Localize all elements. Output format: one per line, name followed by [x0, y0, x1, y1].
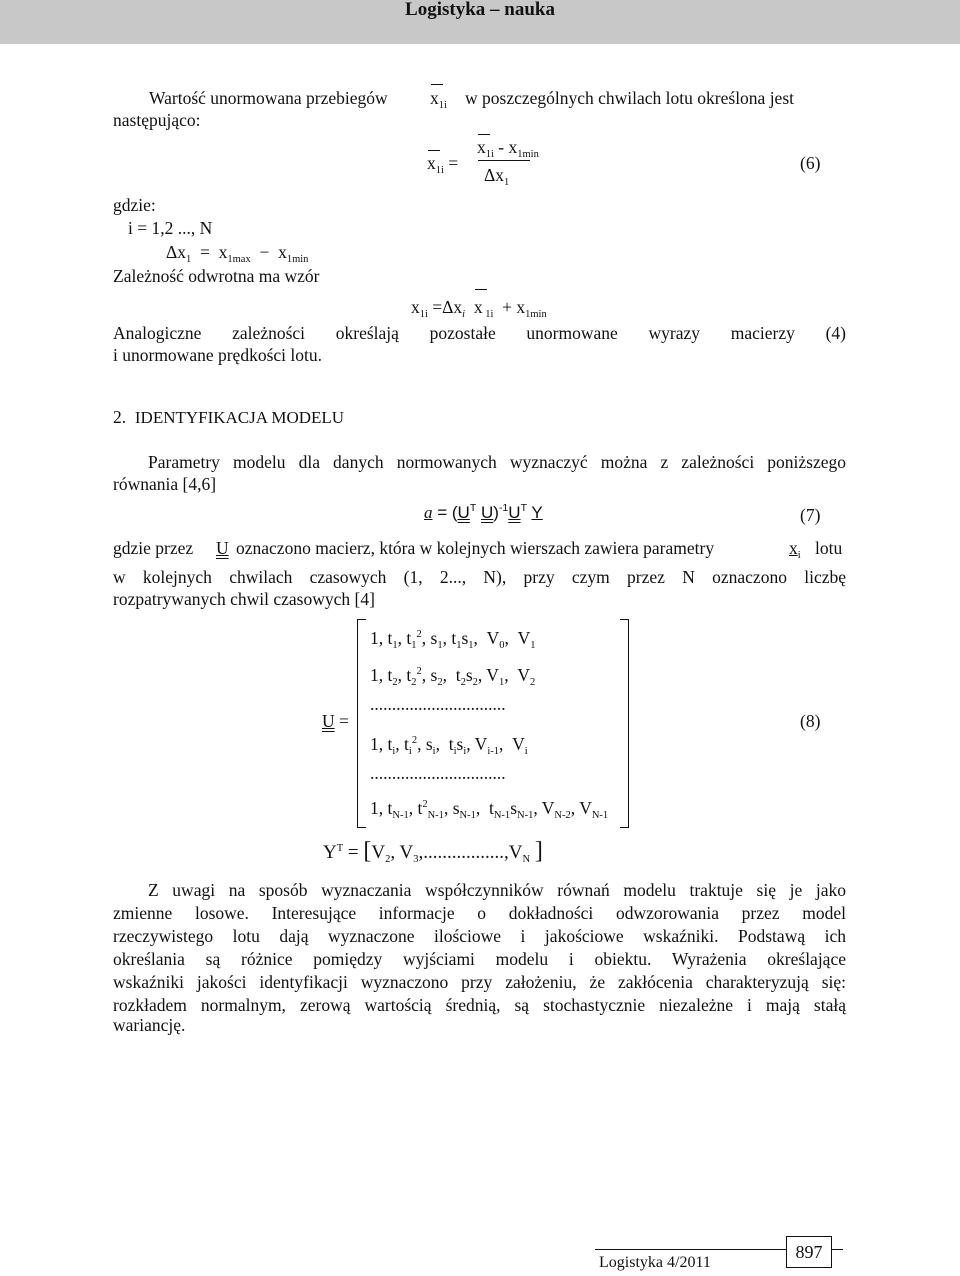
para1-line2: następująco:: [113, 110, 201, 130]
conclusion-last: wariancję.: [113, 1015, 186, 1035]
header-title: Logistyka – nauka: [405, 0, 555, 20]
u-line3: rozpatrywanych chwil czasowych [4]: [113, 589, 375, 609]
page-number: 897: [786, 1236, 832, 1268]
conclusion-line-1: Z uwagi na sposób wyznaczania współczynników równań modelu traktuje się je jako: [148, 880, 846, 900]
delta-definition: $\Delta x_1 = x_{1max} - x_{1min}$: [166, 242, 309, 265]
matrix-row-1: 1, $t_1$, $t_1^2$, $s_1$, $t_1s_1$, $V_0$, $V_1$: [370, 628, 536, 651]
u-line1c: lotu: [815, 538, 843, 558]
where-label: gdzie:: [113, 195, 156, 215]
eq6-fraction-bar: [478, 160, 530, 161]
footer-journal: Logistyka 4/2011: [599, 1254, 711, 1271]
yt-vector: $Y^T = [V_2$, $V_3,.................,V_N$ ]: [323, 838, 543, 865]
matrix-dots-2: ...............................: [370, 763, 506, 783]
conclusion-line-5: wskaźniki jakości identyfikacji wyznaczono przy założeniu, że zakłócenia charakteryzują się:: [113, 972, 846, 992]
x1i-bar-symbol: $x_{1i}$: [430, 88, 447, 112]
eq7-formula: $a = (U^T$ $U)^{-1}U^T$ Y: [424, 502, 543, 522]
eq8-number: (8): [800, 711, 821, 731]
matrix-row-2: 1, $t_2$, $t_2^2$, $s_2$, $t_2s_2$, $V_1$, $V_2$: [370, 665, 536, 688]
u-line1b: oznaczono macierz, która w kolejnych wierszach zawiera parametry: [236, 538, 715, 558]
matrix-row-n: 1, $t_{N-1}$, $t^2_{N-1}$, $s_{N-1}$, $t_{N-1}s_{N-1}$, $V_{N-2}$, $V_{N-1}$: [370, 798, 609, 821]
para1-lead: Wartość unormowana przebiegów: [149, 88, 388, 108]
matrix-left-bracket: [357, 619, 366, 828]
i-range: i = 1,2 ..., N: [128, 218, 213, 238]
model-line1: Parametry modelu dla danych normowanych wyznaczyć można z zależności poniższego: [148, 452, 846, 472]
section-heading: [113, 407, 344, 428]
analog-line2: i unormowane prędkości lotu.: [113, 345, 322, 365]
conclusion-line-2: zmienne losowe. Interesujące informacje o dokładności odwzorowania przez model: [113, 903, 846, 923]
eq6-lhs: $x_{1i}$ =: [427, 153, 458, 177]
section-number: 2.: [113, 407, 127, 427]
matrix-right-bracket: [620, 619, 629, 828]
eq6-number: (6): [800, 153, 821, 173]
conclusion-line-3: rzeczywistego lotu dają wyznaczone ilościowe i jakościowe wskaźniki. Podstawą ich: [113, 926, 846, 946]
matrix-u-label: U =: [322, 711, 349, 731]
conclusion-line-4: określania są różnice pomiędzy wyjściami modelu i obiektu. Wyrażenia określające: [113, 949, 846, 969]
matrix-dots-1: ...............................: [370, 694, 506, 714]
matrix-row-i: 1, $t_i$, $t_i^2$, $s_i$, $t_is_i$, $V_{i-1}$, $V_i$: [370, 734, 528, 757]
page-header: [0, 0, 960, 44]
eq6-denominator: $\Delta x_1$: [484, 165, 510, 188]
section-title: IDENTYFIKACJA MODELU: [134, 408, 345, 427]
eq7-number: (7): [800, 505, 821, 525]
xi-symbol: $x_i$: [789, 538, 801, 561]
para1-tail: w poszczególnych chwilach lotu określona jest: [465, 88, 794, 108]
inverse-text: Zależność odwrotna ma wzór: [113, 266, 320, 286]
analog-line1: Analogiczne zależności określają pozostałe unormowane wyrazy macierzy (4): [113, 323, 846, 343]
conclusion-line-6: rozkładem normalnym, zerową wartością średnią, są stochastycznie niezależne i mają stałą: [113, 995, 846, 1015]
u-line1a: gdzie przez: [113, 538, 194, 558]
eq6-numerator: $x_{1i} - x_{1min}$: [477, 137, 539, 161]
inverse-equation: $x_{1i} =\Delta x_i$ x $_{1i} + x_{1min}$: [411, 297, 547, 321]
u-symbol: U: [216, 538, 229, 558]
u-line2: w kolejnych chwilach czasowych (1, 2..., N), przy czym przez N oznaczono liczbę: [113, 567, 846, 587]
model-line2: równania [4,6]: [113, 474, 217, 494]
